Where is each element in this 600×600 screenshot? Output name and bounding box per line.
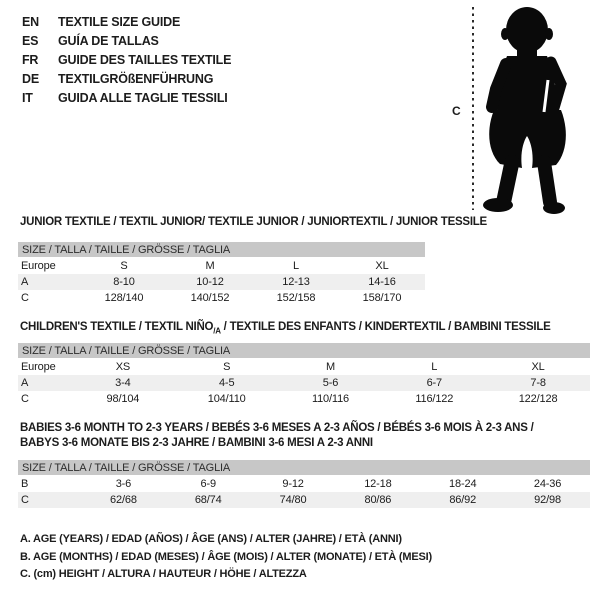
guide-title: TEXTILE SIZE GUIDE (58, 15, 181, 29)
guide-title: GUIDE DES TAILLES TEXTILE (58, 53, 232, 67)
note-height-cm: C. (cm) HEIGHT / ALTURA / HAUTEUR / HÖHE / ALTEZZA (20, 568, 307, 580)
age-cell: 12-13 (282, 276, 310, 288)
height-cell: 98/104 (106, 393, 140, 405)
row-label: A (21, 276, 29, 288)
height-cell: 128/140 (104, 292, 144, 304)
size-cell: L (431, 361, 438, 373)
size-cell: M (325, 361, 335, 373)
row-label: C (21, 494, 29, 506)
age-cell: 9-12 (282, 478, 304, 490)
babies-section-title (20, 421, 534, 451)
language-title-list (22, 13, 231, 108)
note-age-months: B. AGE (MONTHS) / EDAD (MESES) / ÂGE (MOIS) / ALTER (MONATE) / ETÀ (MESI) (20, 550, 432, 563)
size-cell: S (120, 260, 128, 272)
row-label: B (21, 478, 29, 490)
height-cell: 62/68 (110, 494, 137, 506)
table-row (18, 258, 425, 274)
age-cell: 12-18 (364, 478, 392, 490)
table-row (18, 359, 590, 375)
height-cell: 110/116 (311, 393, 350, 405)
language-code: IT (22, 91, 33, 105)
children-title-sub: /A (213, 326, 221, 336)
age-cell: 6-9 (200, 478, 216, 490)
size-cell: XL (375, 260, 389, 272)
table-row (18, 290, 425, 306)
language-code: EN (22, 15, 39, 29)
children-title-post: / TEXTILE DES ENFANTS / KINDERTEXTIL / BAMBINI TESSILE (220, 321, 551, 333)
age-cell: 10-12 (196, 276, 224, 288)
babies-title-line2: BABYS 3-6 MONATE BIS 2-3 JAHRE / BAMBINI 3-6 MESI A 2-3 ANNI (20, 437, 373, 449)
note-age-years: A. AGE (YEARS) / EDAD (AÑOS) / ÂGE (ANS) / ALTER (JAHRE) / ETÀ (ANNI) (20, 533, 402, 545)
table-row (18, 274, 425, 290)
guide-title: GUIDA ALLE TAGLIE TESSILI (58, 91, 228, 105)
height-cell: 140/152 (190, 292, 230, 304)
baby-silhouette (483, 7, 566, 214)
size-cell: XL (531, 361, 545, 373)
children-section-title (20, 321, 551, 335)
age-cell: 8-10 (113, 276, 135, 288)
language-code: FR (22, 53, 39, 67)
height-cell: 74/80 (279, 494, 307, 506)
age-cell: 24-36 (533, 478, 562, 490)
size-cell: M (205, 260, 215, 272)
height-cell: 158/170 (362, 292, 402, 304)
age-cell: 5-6 (322, 377, 339, 389)
size-cell: L (293, 260, 299, 272)
row-label: C (21, 393, 29, 405)
age-cell: 14-16 (368, 276, 396, 288)
age-cell: 4-5 (218, 377, 235, 389)
babies-size-table (18, 460, 590, 508)
junior-section-title: JUNIOR TEXTILE / TEXTIL JUNIOR/ TEXTILE JUNIOR / JUNIORTEXTIL / JUNIOR TESSILE (20, 216, 487, 228)
language-row (22, 32, 231, 51)
table-row (18, 476, 590, 492)
size-header-bar: SIZE / TALLA / TAILLE / GRÖSSE / TAGLIA (18, 343, 590, 358)
height-cell: 68/74 (194, 494, 222, 506)
height-cell: 116/122 (415, 393, 454, 405)
guide-title: GUÍA DE TALLAS (58, 34, 159, 48)
table-row (18, 375, 590, 391)
language-code: DE (22, 72, 39, 86)
legend-notes (20, 531, 432, 584)
age-cell: 3-6 (115, 478, 132, 490)
junior-size-table (18, 242, 425, 306)
language-code: ES (22, 34, 39, 48)
height-cell: 80/86 (364, 494, 392, 506)
age-cell: 6-7 (426, 377, 443, 389)
height-cell: 152/158 (276, 292, 316, 304)
guide-title: TEXTILGRÖßENFÜHRUNG (58, 72, 214, 86)
children-size-table (18, 343, 590, 407)
language-row (22, 70, 231, 89)
baby-figure (466, 4, 600, 216)
language-row (22, 51, 231, 70)
age-cell: 18-24 (449, 478, 477, 490)
height-cell: 86/92 (449, 494, 477, 506)
row-label: Europe (21, 361, 56, 373)
height-cell: 92/98 (534, 494, 561, 506)
height-cell: 122/128 (518, 393, 558, 405)
babies-title-line1: BABIES 3-6 MONTH TO 2-3 YEARS / BEBÉS 3-6 MESES A 2-3 AÑOS / BÉBÉS 3-6 MOIS À 2-3 ANS / (20, 422, 534, 434)
children-title-pre: CHILDREN'S TEXTILE / TEXTIL NIÑO (20, 321, 214, 333)
height-cell: 104/110 (207, 393, 246, 405)
row-label: C (21, 292, 29, 304)
size-header-bar: SIZE / TALLA / TAILLE / GRÖSSE / TAGLIA (18, 460, 590, 475)
language-row (22, 89, 231, 108)
size-cell: S (223, 361, 231, 373)
table-row (18, 391, 590, 407)
height-measure-label: C (452, 104, 461, 118)
age-cell: 3-4 (115, 377, 131, 389)
size-cell: XS (115, 361, 131, 373)
age-cell: 7-8 (530, 377, 546, 389)
row-label: A (21, 377, 29, 389)
language-row (22, 13, 231, 32)
size-header-bar: SIZE / TALLA / TAILLE / GRÖSSE / TAGLIA (18, 242, 425, 257)
table-row (18, 492, 590, 508)
row-label: Europe (21, 260, 56, 272)
